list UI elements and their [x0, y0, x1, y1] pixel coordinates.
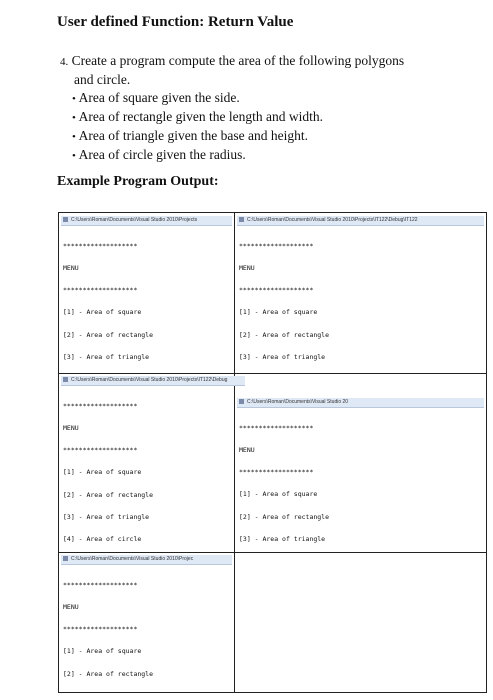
- menu-stars: *******************: [63, 401, 138, 410]
- menu-option: [1] - Area of square: [63, 647, 142, 656]
- task-line-1: 4. Create a program compute the area of the following polygons: [60, 53, 405, 68]
- menu-option: [3] - Area of triangle: [63, 352, 150, 361]
- menu-option: [2] - Area of rectangle: [63, 490, 154, 499]
- console-app-icon: [239, 217, 244, 222]
- menu-option: [1] - Area of square: [239, 308, 318, 317]
- console-window-rectangle: [237, 216, 484, 371]
- page-title: User defined Function: Return Value: [57, 14, 294, 30]
- grid-divider: [234, 552, 235, 692]
- menu-option: [1] - Area of square: [63, 308, 142, 317]
- menu-option: [1] - Area of square: [239, 490, 318, 499]
- menu-title: MENU: [239, 264, 255, 273]
- menu-stars: *******************: [63, 241, 138, 250]
- console-app-icon: [63, 556, 68, 561]
- menu-title: MENU: [239, 446, 255, 455]
- example-output-heading: Example Program Output:: [57, 174, 219, 189]
- menu-option: [3] - Area of triangle: [63, 512, 150, 521]
- task-list: [60, 89, 460, 165]
- menu-stars: *******************: [63, 625, 138, 634]
- menu-option: [1] - Area of square: [63, 468, 142, 477]
- console-text: [237, 226, 484, 371]
- task-item: • Area of rectangle given the length and width.: [72, 108, 460, 127]
- menu-option: [4] - Area of circle: [63, 535, 142, 544]
- console-output-grid: [58, 212, 487, 693]
- console-app-icon: [63, 217, 68, 222]
- menu-stars: *******************: [63, 286, 138, 295]
- console-window-exit: [61, 555, 232, 687]
- console-app-icon: [63, 377, 68, 382]
- console-titlebar: C:\Users\Roman\Documents\Visual Studio 20: [237, 398, 484, 408]
- menu-option: [3] - Area of triangle: [239, 352, 326, 361]
- console-titlebar: C:\Users\Roman\Documents\Visual Studio 2010\Projects: [61, 216, 232, 226]
- menu-title: MENU: [63, 264, 79, 273]
- menu-option: [2] - Area of rectangle: [239, 330, 330, 339]
- console-text: [237, 408, 484, 550]
- menu-option: [3] - Area of triangle: [239, 534, 326, 543]
- menu-stars: *******************: [63, 446, 138, 455]
- console-text: [61, 226, 232, 371]
- menu-stars: *******************: [239, 241, 314, 250]
- task-item: • Area of square given the side.: [72, 89, 460, 108]
- menu-stars: *******************: [63, 580, 138, 589]
- menu-title: MENU: [63, 424, 79, 433]
- grid-divider: [59, 552, 486, 553]
- console-text: [61, 386, 245, 550]
- grid-divider: [59, 373, 486, 374]
- menu-title: MENU: [63, 603, 79, 612]
- console-window-circle: [237, 398, 484, 550]
- menu-stars: *******************: [239, 286, 314, 295]
- console-titlebar: C:\Users\Roman\Documents\Visual Studio 2010\Projects\IT122\Debug\IT122: [237, 216, 484, 226]
- menu-option: [2] - Area of rectangle: [63, 330, 154, 339]
- console-app-icon: [239, 399, 244, 404]
- menu-option: [2] - Area of rectangle: [63, 669, 154, 678]
- menu-stars: *******************: [239, 423, 314, 432]
- console-window-square: [61, 216, 232, 371]
- task-item: • Area of triangle given the base and height.: [72, 127, 460, 146]
- console-window-triangle: [61, 376, 245, 550]
- menu-stars: *******************: [239, 468, 314, 477]
- console-text: [61, 565, 232, 687]
- console-titlebar: C:\Users\Roman\Documents\Visual Studio 2010\Projec: [61, 555, 232, 565]
- menu-option: [2] - Area of rectangle: [239, 512, 330, 521]
- task-line-2: and circle.: [74, 72, 131, 87]
- task-number: 4.: [60, 56, 69, 68]
- task-item: • Area of circle given the radius.: [72, 146, 460, 165]
- task-description: [60, 52, 460, 165]
- console-titlebar: C:\Users\Roman\Documents\Visual Studio 2010\Projects\IT122\Debug: [61, 376, 245, 386]
